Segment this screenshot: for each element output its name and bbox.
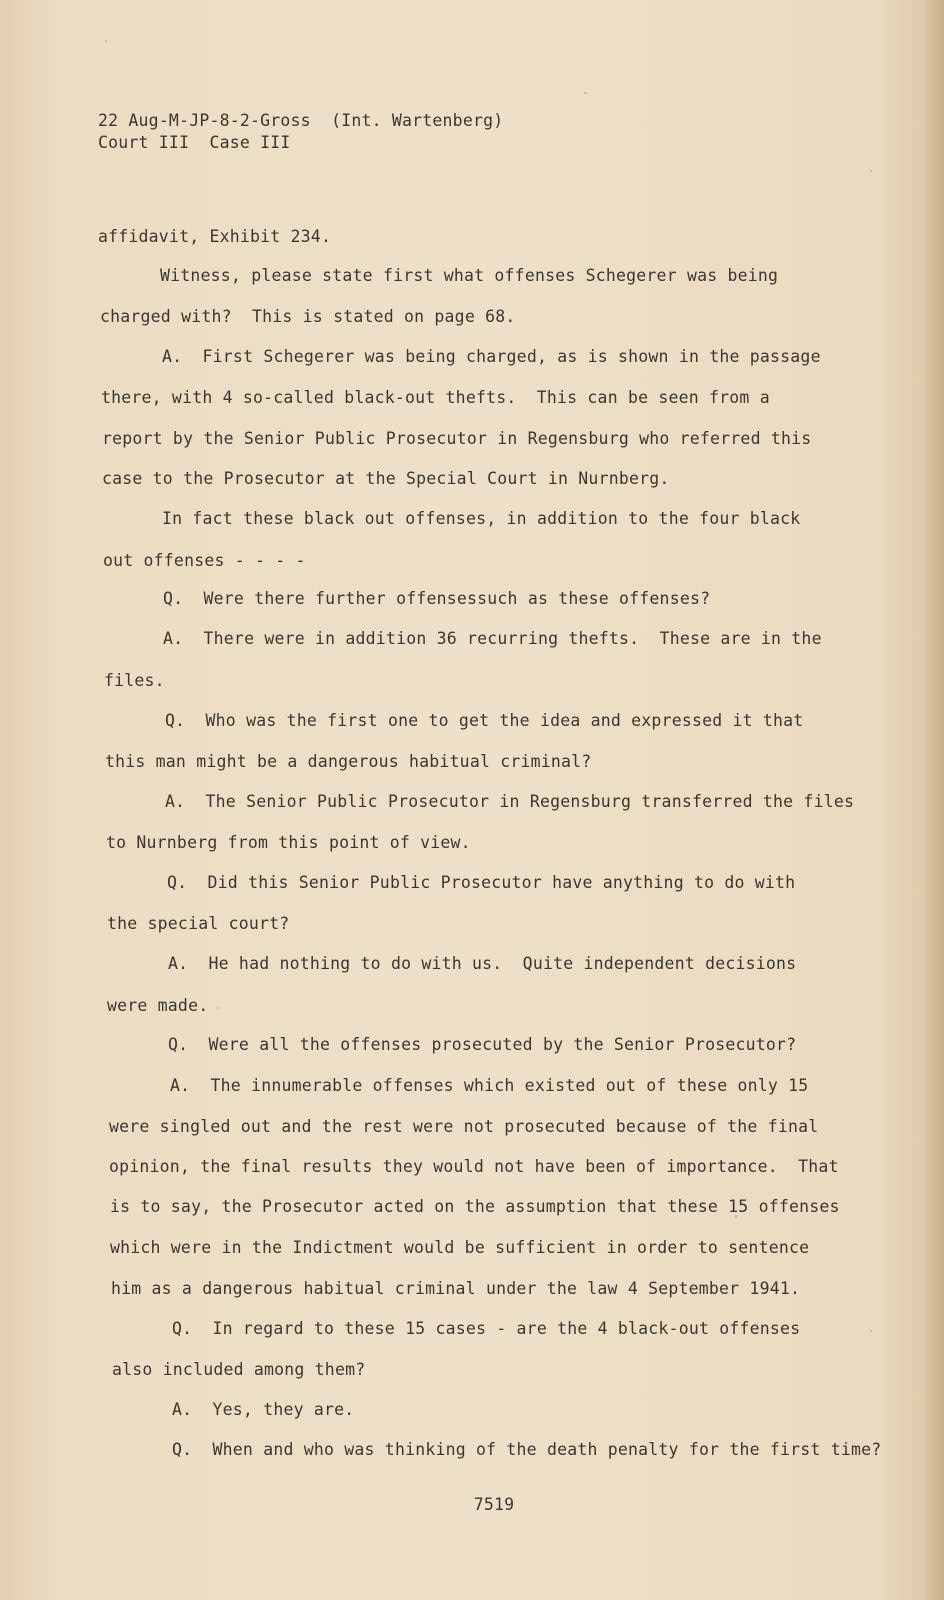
body-line: is to say, the Prosecutor acted on the assumption that these 15 offenses	[110, 1197, 840, 1216]
paper-speck	[870, 170, 872, 172]
paper-speck	[105, 40, 107, 42]
body-line: the special court?	[107, 914, 290, 933]
body-line: A. He had nothing to do with us. Quite independent decisions	[168, 954, 797, 973]
body-line: A. First Schegerer was being charged, as is shown in the passage	[162, 347, 821, 366]
body-line: files.	[104, 671, 165, 690]
body-line: to Nurnberg from this point of view.	[106, 833, 471, 852]
body-line: also included among them?	[112, 1360, 366, 1379]
body-line: case to the Prosecutor at the Special Court in Nurnberg.	[102, 469, 670, 488]
body-line: him as a dangerous habitual criminal under the law 4 September 1941.	[111, 1279, 801, 1298]
paper-speck	[870, 1330, 872, 1332]
body-line: this man might be a dangerous habitual criminal?	[105, 752, 592, 771]
body-line: Q. In regard to these 15 cases - are the 4 black-out offenses	[172, 1319, 801, 1338]
body-line: Q. Were there further offensessuch as these offenses?	[163, 589, 711, 608]
body-line: In fact these black out offenses, in addition to the four black	[162, 509, 801, 528]
header-case-reference: 22 Aug-M-JP-8-2-Gross (Int. Wartenberg)	[98, 111, 504, 130]
body-line: A. The innumerable offenses which existed out of these only 15	[170, 1076, 809, 1095]
body-line: A. There were in addition 36 recurring thefts. These are in the	[163, 629, 822, 648]
header-court: Court III Case III	[98, 133, 291, 152]
body-line: A. Yes, they are.	[172, 1400, 355, 1419]
body-line: opinion, the final results they would not have been of importance. That	[109, 1157, 839, 1176]
body-line: Witness, please state first what offenses Schegerer was being	[160, 266, 779, 285]
body-line: A. The Senior Public Prosecutor in Regensburg transferred the files	[165, 792, 855, 811]
body-line: affidavit, Exhibit 234.	[98, 227, 332, 246]
body-line: were singled out and the rest were not prosecuted because of the final	[109, 1117, 819, 1136]
page-edge-shadow	[922, 0, 944, 1600]
body-line: charged with? This is stated on page 68.	[100, 307, 516, 326]
body-line: there, with 4 so-called black-out thefts. This can be seen from a	[101, 388, 770, 407]
paper-speck	[217, 1007, 219, 1009]
body-line: report by the Senior Public Prosecutor in Regensburg who referred this	[102, 429, 812, 448]
body-line: were made.	[107, 996, 209, 1015]
page-number: 7519	[473, 1495, 515, 1514]
body-line: which were in the Indictment would be sufficient in order to sentence	[110, 1238, 810, 1257]
body-line: Q. Were all the offenses prosecuted by the Senior Prosecutor?	[168, 1035, 797, 1054]
body-line: Q. Did this Senior Public Prosecutor have anything to do with	[167, 873, 796, 892]
body-line: out offenses - - - -	[103, 551, 306, 570]
body-line: Q. Who was the first one to get the idea and expressed it that	[165, 711, 804, 730]
body-line: Q. When and who was thinking of the death penalty for the first time?	[172, 1440, 882, 1459]
paper-speck	[584, 92, 587, 94]
